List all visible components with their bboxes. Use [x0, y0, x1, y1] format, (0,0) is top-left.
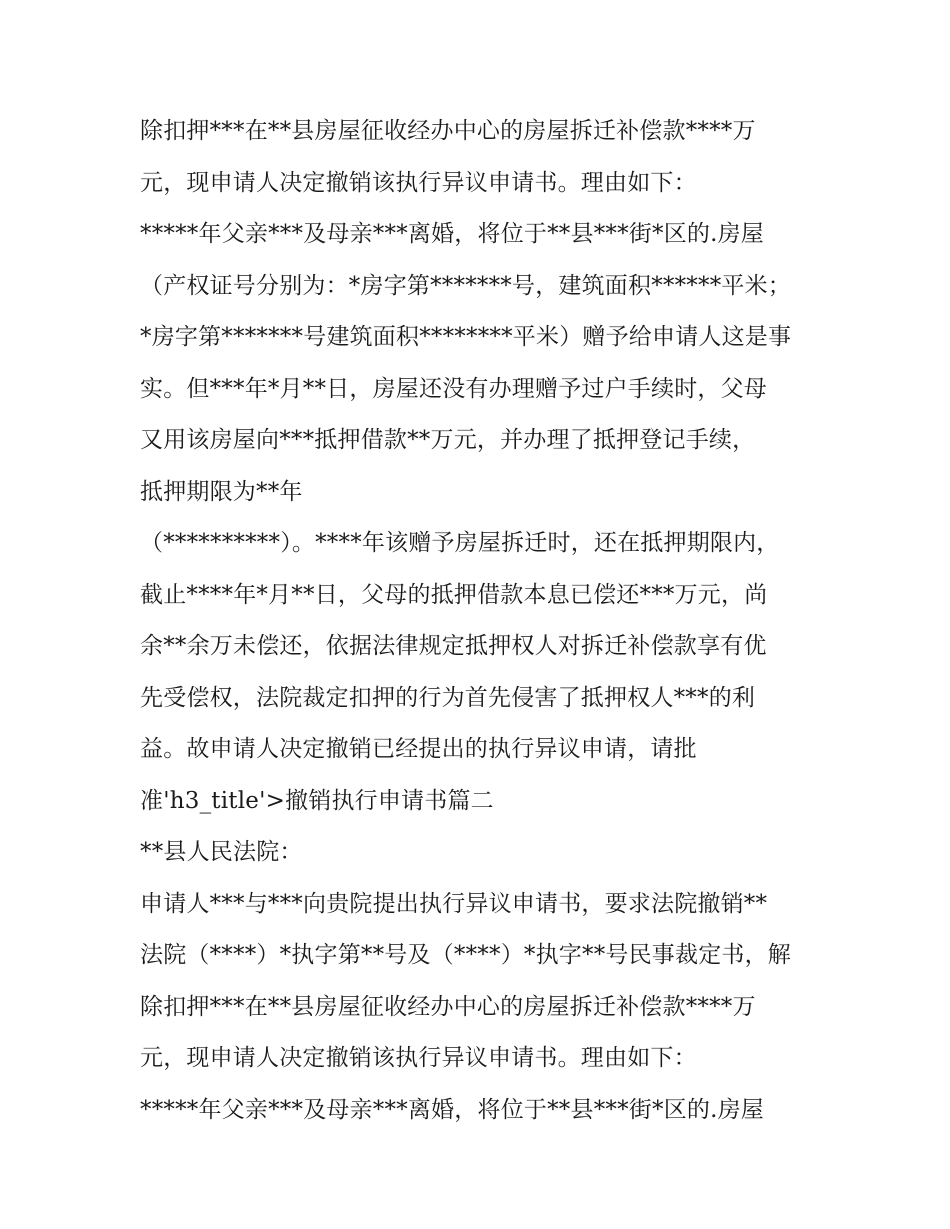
text-line: 截止****年*月**日，父母的抵押借款本息已偿还***万元，尚 — [140, 581, 768, 608]
text-line: 抵押期限为**年 — [140, 478, 303, 505]
text-line: *房字第*******号建筑面积********平米）赠予给申请人这是事 — [140, 324, 792, 350]
text-line: （产权证号分别为：*房字第*******号，建筑面积******平米； — [140, 272, 791, 299]
text-line: 先受偿权，法院裁定扣押的行为首先侵害了抵押权人***的利 — [140, 684, 756, 711]
addressee-line: **县人民法院： — [140, 839, 303, 865]
text-line: 除扣押***在**县房屋征收经办中心的房屋拆迁补偿款****万 — [140, 118, 756, 144]
text-line: 又用该房屋向***抵押借款**万元，并办理了抵押登记手续， — [140, 427, 756, 453]
text-line: 法院（****）*执字第**号及（****）*执字**号民事裁定书，解 — [140, 942, 791, 968]
text-line: 余**余万未偿还，依据法律规定抵押权人对拆迁补偿款享有优 — [140, 633, 767, 659]
text-line: *****年父亲***及母亲***离婚，将位于**县***街*区的.房屋 — [140, 1096, 765, 1123]
text-line: 申请人***与***向贵院提出执行异议申请书，要求法院撤销** — [140, 890, 768, 917]
section-heading-line: 准'h3_title'>撤销执行申请书篇二 — [140, 787, 494, 814]
text-line: 除扣押***在**县房屋征收经办中心的房屋拆迁补偿款****万 — [140, 993, 756, 1020]
text-line: 益。故申请人决定撤销已经提出的执行异议申请，请批 — [140, 736, 697, 762]
text-line: 实。但***年*月**日，房屋还没有办理赠予过户手续时，父母 — [140, 375, 767, 402]
text-line: 元，现申请人决定撤销该执行异议申请书。理由如下： — [140, 169, 697, 196]
text-line: *****年父亲***及母亲***离婚，将位于**县***街*区的.房屋 — [140, 221, 765, 247]
document-body — [140, 106, 840, 1136]
text-line: （**********）。****年该赠予房屋拆迁时，还在抵押期限内， — [140, 530, 780, 556]
text-line: 元，现申请人决定撤销该执行异议申请书。理由如下： — [140, 1045, 697, 1071]
